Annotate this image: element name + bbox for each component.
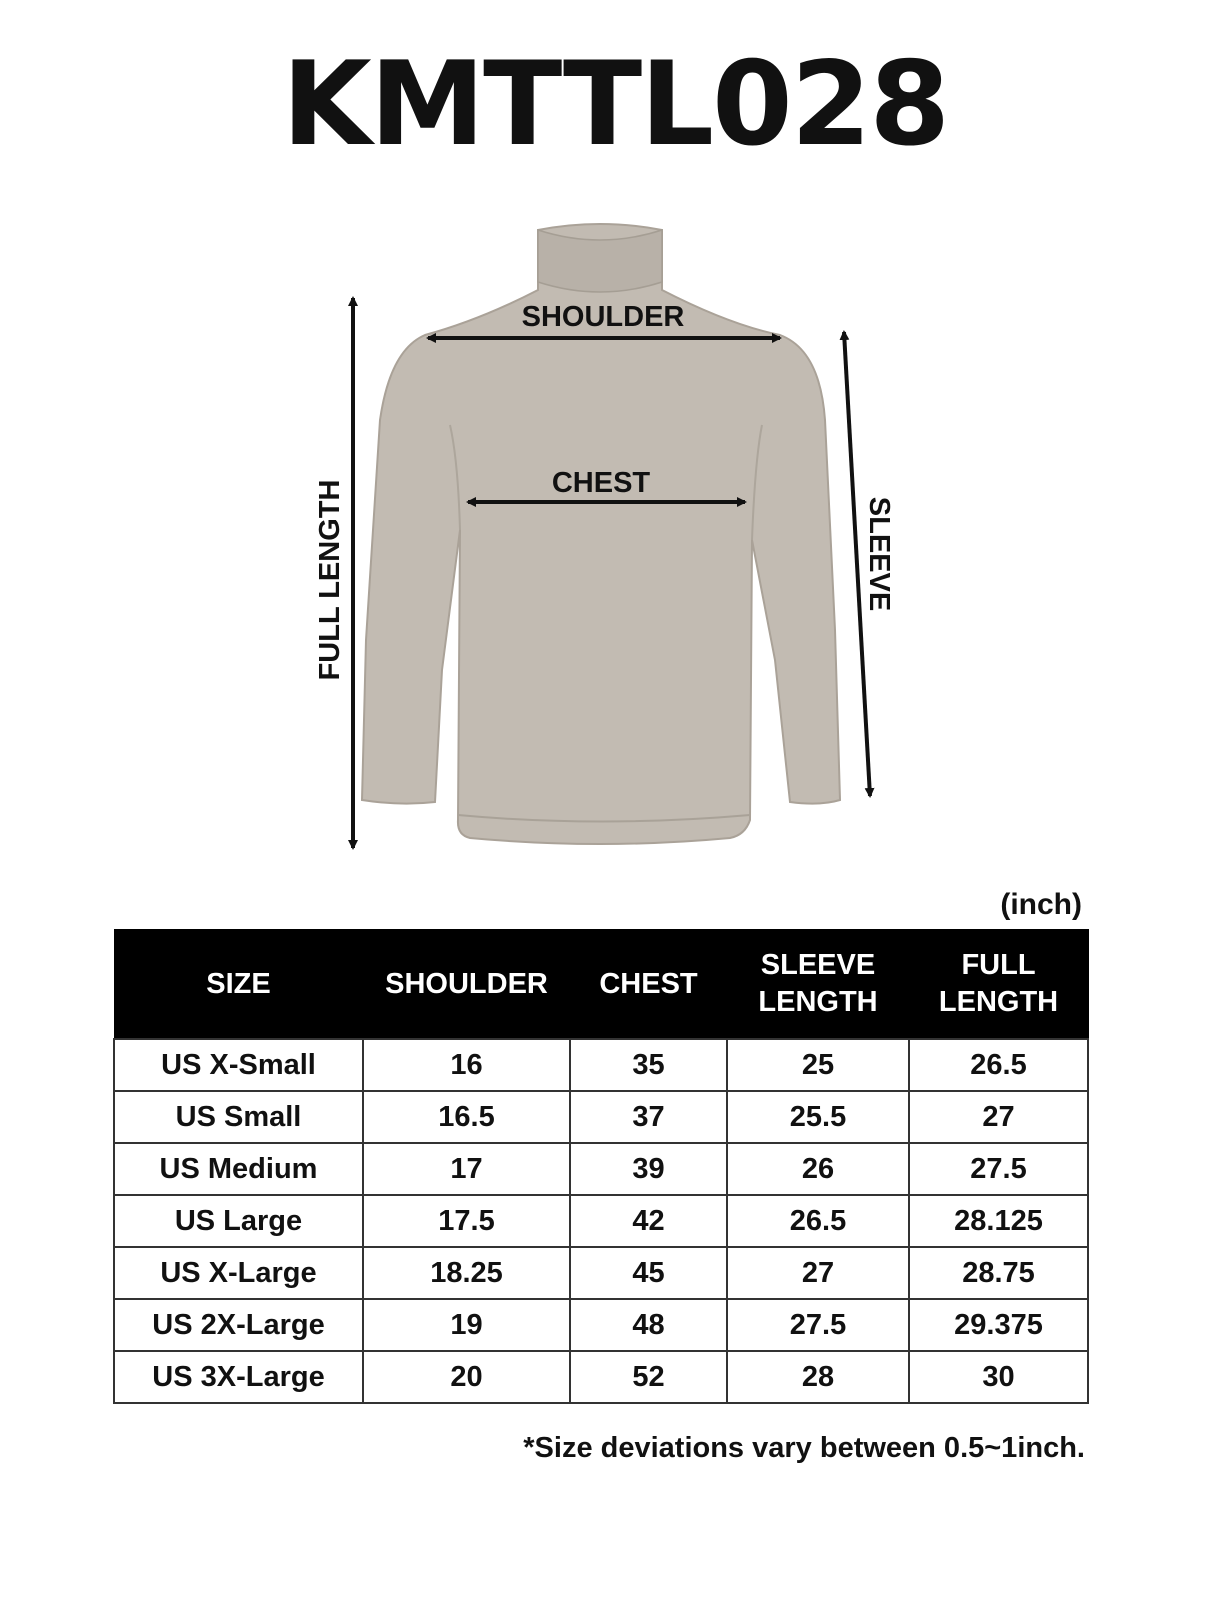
full-length-cell: 26.5: [909, 1039, 1088, 1091]
chest-cell: 48: [570, 1299, 727, 1351]
full-length-cell: 27.5: [909, 1143, 1088, 1195]
chest-cell: 39: [570, 1143, 727, 1195]
full-length-cell: 28.125: [909, 1195, 1088, 1247]
table-row: [114, 1247, 1088, 1299]
size-cell: US Small: [114, 1091, 363, 1143]
chest-cell: 52: [570, 1351, 727, 1403]
table-row: [114, 1091, 1088, 1143]
size-cell: US Medium: [114, 1143, 363, 1195]
shoulder-cell: 19: [363, 1299, 570, 1351]
size-cell: US 2X-Large: [114, 1299, 363, 1351]
shoulder-cell: 16: [363, 1039, 570, 1091]
chest-label: CHEST: [551, 467, 651, 499]
garment-diagram: [300, 210, 920, 880]
table-row: [114, 1195, 1088, 1247]
chest-cell: 35: [570, 1039, 727, 1091]
header-chest: CHEST: [570, 930, 727, 1040]
full-length-cell: 27: [909, 1091, 1088, 1143]
chest-cell: 37: [570, 1091, 727, 1143]
sleeve-label: SLEEVE: [863, 496, 895, 612]
sleeve-cell: 25: [727, 1039, 909, 1091]
table-header-row: [114, 930, 1088, 1040]
sleeve-cell: 27: [727, 1247, 909, 1299]
size-cell: US X-Large: [114, 1247, 363, 1299]
size-cell: US Large: [114, 1195, 363, 1247]
header-size: SIZE: [114, 930, 363, 1040]
table-row: [114, 1039, 1088, 1091]
full-length-cell: 29.375: [909, 1299, 1088, 1351]
sleeve-cell: 27.5: [727, 1299, 909, 1351]
sleeve-cell: 26.5: [727, 1195, 909, 1247]
product-code-title: KMTTL028: [281, 37, 949, 172]
table-row: [114, 1351, 1088, 1403]
size-cell: US 3X-Large: [114, 1351, 363, 1403]
full-length-cell: 28.75: [909, 1247, 1088, 1299]
full-length-cell: 30: [909, 1351, 1088, 1403]
header-shoulder: SHOULDER: [363, 930, 570, 1040]
size-deviation-note: *Size deviations vary between 0.5~1inch.: [523, 1432, 1085, 1464]
chest-cell: 42: [570, 1195, 727, 1247]
shoulder-label: SHOULDER: [521, 301, 685, 333]
table-row: [114, 1299, 1088, 1351]
shoulder-cell: 17: [363, 1143, 570, 1195]
size-cell: US X-Small: [114, 1039, 363, 1091]
header-sleeve-length: SLEEVE LENGTH: [727, 930, 909, 1040]
sleeve-cell: 26: [727, 1143, 909, 1195]
unit-label: (inch): [1000, 888, 1082, 921]
chest-cell: 45: [570, 1247, 727, 1299]
full-length-label: FULL LENGTH: [314, 479, 346, 681]
shoulder-cell: 17.5: [363, 1195, 570, 1247]
header-full-length: FULL LENGTH: [909, 930, 1088, 1040]
shoulder-cell: 20: [363, 1351, 570, 1403]
shoulder-cell: 18.25: [363, 1247, 570, 1299]
table-row: [114, 1143, 1088, 1195]
size-chart-table: [113, 929, 1089, 1404]
garment-illustration: [300, 210, 920, 880]
sleeve-cell: 28: [727, 1351, 909, 1403]
shoulder-cell: 16.5: [363, 1091, 570, 1143]
sleeve-cell: 25.5: [727, 1091, 909, 1143]
